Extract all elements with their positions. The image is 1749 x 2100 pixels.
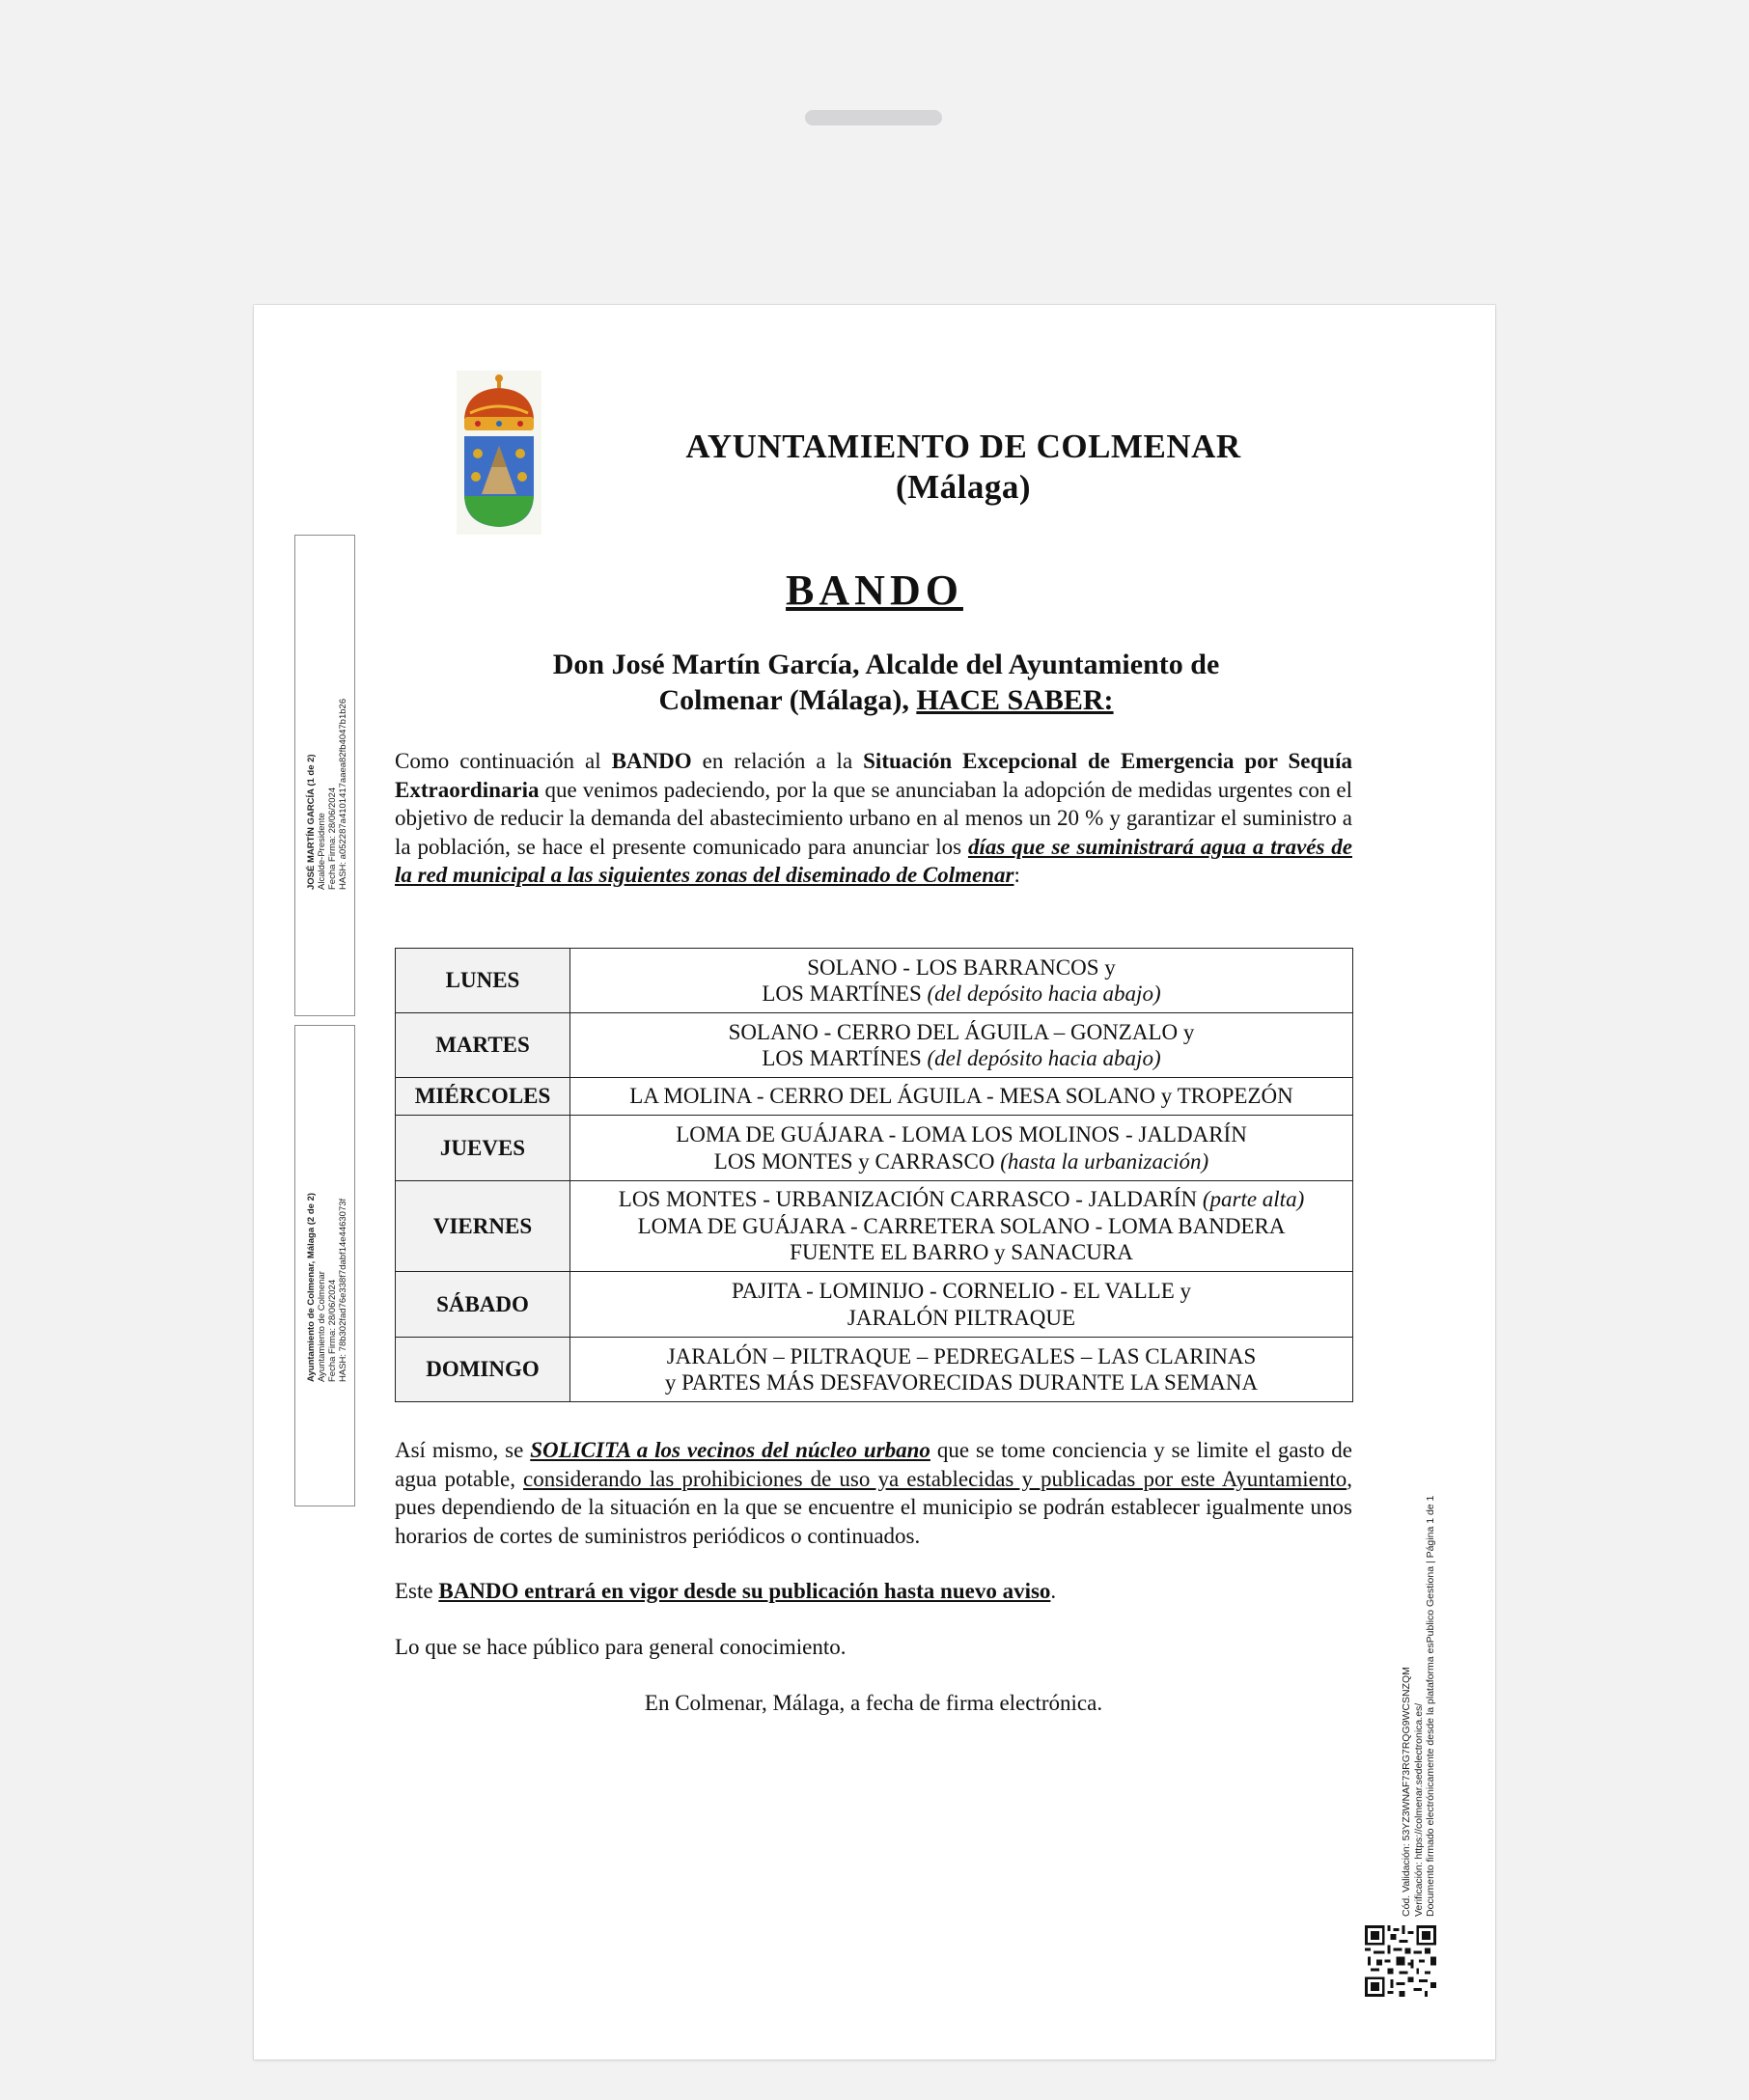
drag-handle[interactable] [805, 110, 942, 125]
qr-code-icon [1364, 1925, 1437, 1997]
signature-1-hash: HASH: a052287a4101417aaea82fb4047b1b26 [338, 698, 348, 890]
zones-cell [570, 1078, 1353, 1116]
zones-line-1: JARALÓN – PILTRAQUE – PEDREGALES – LAS CLARINAS [666, 1343, 1257, 1368]
validation-code: Cód. Validación: 53YZ3WNAF73RG7RQG9WCSNZQM [1401, 1667, 1412, 1917]
signature-1-role: Alcalde-Presidente [317, 813, 327, 890]
zones-line-2: y PARTES MÁS DESFAVORECIDAS DURANTE LA SEMANA [664, 1370, 1259, 1395]
zones-cell [570, 1338, 1353, 1402]
table-row [396, 1116, 1353, 1181]
intro-text-3: que venimos padeciendo, por la que se anunciaban la adopción de medidas urgentes con el objetivo de reducir la demanda del abastecimiento urbano en al menos un 20 % y garantizar el suministro a la población, se hace el presente comunicado para anunciar los [395, 777, 1352, 859]
request-paragraph [395, 1436, 1352, 1550]
organization-province: (Málaga) [895, 468, 1032, 506]
signature-1-date: Fecha Firma: 28/06/2024 [327, 787, 338, 890]
day-cell: JUEVES [396, 1116, 570, 1181]
zones-line-2 [576, 1045, 1346, 1072]
intro-bold-1: BANDO [611, 749, 692, 773]
day-cell: SÁBADO [396, 1272, 570, 1338]
zones-line-1: LOMA DE GUÁJARA - LOMA LOS MOLINOS - JALDARÍN [676, 1122, 1247, 1147]
zones-line-2-note: (hasta la urbanización) [1000, 1148, 1209, 1174]
document-page [254, 305, 1495, 2059]
validity-text-1: Este [395, 1579, 439, 1603]
zones-cell [570, 949, 1353, 1013]
signature-2-hash: HASH: 78b302fad76e338f7dabf14e4463073f [338, 1198, 348, 1382]
table-row [396, 1338, 1353, 1402]
zones-line-2 [576, 981, 1346, 1008]
intro-text-1: Como continuación al [395, 749, 612, 773]
validity-paragraph [395, 1577, 1352, 1606]
zones-cell [570, 1116, 1353, 1181]
zones-line-2-text: LOS MARTÍNES [762, 1046, 928, 1070]
mayor-line-1: Don José Martín García, Alcalde del Ayuntamiento de [552, 649, 1220, 680]
signature-2-name: Ayuntamiento de Colmenar, Málaga (2 de 2) [306, 1192, 317, 1382]
zones-line-1 [576, 1186, 1346, 1213]
request-underlined: considerando las prohibiciones de uso ya establecidas y publicadas por este Ayuntamiento [523, 1466, 1347, 1491]
intro-text-2: en relación a la [691, 749, 864, 773]
verification-text [1401, 1496, 1437, 1917]
table-row [396, 1181, 1353, 1272]
document-title: BANDO [786, 566, 963, 614]
intro-bold-2: Situación Excepcional de Emergencia por Sequía Extraordinaria [395, 749, 1352, 802]
zones-line-2-note: (del depósito hacia abajo) [927, 981, 1161, 1006]
table-row [396, 949, 1353, 1013]
zones-line-1: SOLANO - LOS BARRANCOS y [807, 954, 1116, 980]
zones-line-2-note: (del depósito hacia abajo) [927, 1046, 1161, 1070]
day-cell: LUNES [396, 949, 570, 1013]
signed-by-platform-note: Documento firmado electrónicamente desde la plataforma esPublico Gestiona | Página 1 de 1 [1425, 1495, 1436, 1917]
zones-line-1-note: (parte alta) [1202, 1187, 1305, 1212]
intro-emphasis: días que se suministrará agua a través de la red municipal a las siguientes zonas del diseminado de Colmenar [395, 834, 1352, 887]
zones-cell [570, 1013, 1353, 1078]
zones-cell [570, 1181, 1353, 1272]
request-text-3: , pues dependiendo de la situación en la que se encuentre el municipio se podrán establecer igualmente unos horarios de cortes de suministros periódicos o continuados. [395, 1466, 1352, 1548]
zones-line-2: LOMA DE GUÁJARA - CARRETERA SOLANO - LOMA BANDERA [637, 1213, 1286, 1238]
table-row [396, 1013, 1353, 1078]
request-emphasis: SOLICITA a los vecinos del núcleo urbano [530, 1438, 930, 1462]
validity-emphasis: BANDO entrará en vigor desde su publicación hasta nuevo aviso [438, 1579, 1051, 1603]
organization-name: AYUNTAMIENTO DE COLMENAR [685, 428, 1241, 465]
signing-place-date: En Colmenar, Málaga, a fecha de firma electrónica. [644, 1691, 1103, 1715]
mayor-line-2 [447, 682, 1325, 718]
mayor-line-2-text: Colmenar (Málaga), [658, 684, 909, 716]
hace-saber-label: HACE SABER: [916, 684, 1114, 716]
table-row [396, 1078, 1353, 1116]
intro-paragraph [395, 747, 1352, 890]
request-text-1: Así mismo, se [395, 1438, 531, 1462]
zones-line-1: SOLANO - CERRO DEL ÁGUILA – GONZALO y [728, 1019, 1195, 1044]
signature-2-date: Fecha Firma: 28/06/2024 [327, 1279, 338, 1382]
day-cell: MARTES [396, 1013, 570, 1078]
zones-cell [570, 1272, 1353, 1338]
zones-line-2-text: LOS MARTÍNES [762, 981, 928, 1006]
mayor-announcement [447, 647, 1325, 718]
day-cell: DOMINGO [396, 1338, 570, 1402]
verification-url[interactable]: Verificación: https://colmenar.sedelectronica.es/ [1412, 1702, 1425, 1917]
zones-line-2-text: LOS MONTES y CARRASCO [713, 1148, 1001, 1174]
intro-text-4: : [1013, 863, 1020, 887]
public-notice-paragraph: Lo que se hace público para general conocimiento. [395, 1635, 847, 1659]
signature-1-name: JOSÉ MARTÍN GARCÍA (1 de 2) [306, 754, 317, 890]
validity-text-2: . [1050, 1579, 1057, 1603]
table-row [396, 1272, 1353, 1338]
zones-line-1: PAJITA - LOMINIJO - CORNELIO - EL VALLE y [731, 1279, 1192, 1303]
water-schedule-table [395, 948, 1353, 1402]
day-cell: MIÉRCOLES [396, 1078, 570, 1116]
zones-line-1: LA MOLINA - CERRO DEL ÁGUILA - MESA SOLANO y TROPEZÓN [629, 1084, 1293, 1109]
signature-1-text [306, 699, 348, 890]
zones-line-1-text: LOS MONTES - URBANIZACIÓN CARRASCO - JALDARÍN [618, 1187, 1203, 1212]
day-cell: VIERNES [396, 1181, 570, 1272]
signature-2-text [306, 1193, 348, 1382]
zones-line-3: FUENTE EL BARRO y SANACURA [790, 1240, 1133, 1265]
signature-2-role: Ayuntamiento de Colmenar [317, 1271, 327, 1382]
zones-line-2 [576, 1148, 1346, 1175]
zones-line-2: JARALÓN PILTRAQUE [847, 1305, 1076, 1330]
coat-of-arms-logo [457, 371, 541, 535]
organization-header [553, 427, 1374, 508]
request-text-2: que se tome conciencia y se limite el gasto de agua potable, [395, 1438, 1352, 1491]
